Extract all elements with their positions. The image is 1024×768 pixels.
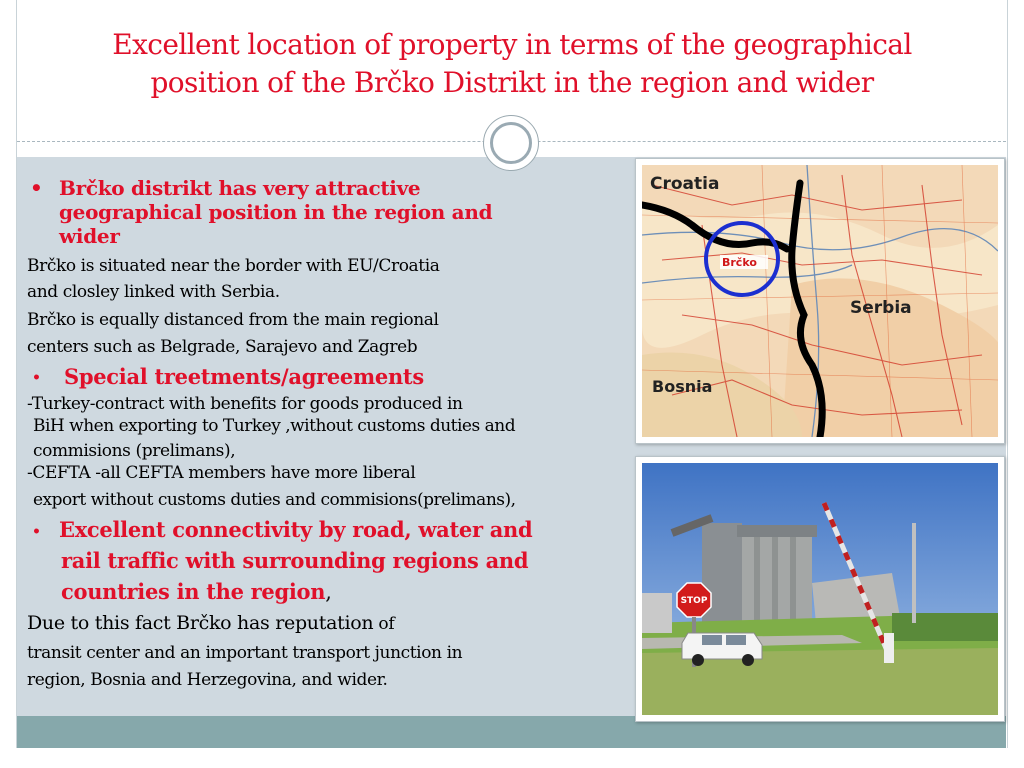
paragraph-line-12: region, Bosnia and Herzegovina, and wider. — [27, 670, 388, 690]
paragraph-line-6: BiH when exporting to Turkey ,without customs duties and — [33, 416, 516, 436]
map-label-brcko: Brčko — [722, 256, 757, 269]
bullet-2: Special treetments/agreements — [64, 364, 424, 389]
paragraph-line-10-tail: of — [373, 614, 395, 634]
paragraph-line-4: centers such as Belgrade, Sarajevo and Zagreb — [27, 337, 418, 357]
stop-sign-text: STOP — [680, 596, 708, 606]
bullet-3-comma: , — [325, 580, 332, 604]
paragraph-line-3: Brčko is equally distanced from the main regional — [27, 310, 439, 330]
bullet-dot-2: • — [32, 370, 41, 386]
paragraph-line-8: -CEFTA -all CEFTA members have more liberal — [27, 463, 416, 483]
region-map-image — [642, 165, 998, 437]
slide-title — [20, 26, 1004, 102]
paragraph-line-7: commisions (prelimans), — [33, 441, 236, 461]
bullet-dot-1: • — [30, 176, 43, 200]
bullet-3-line-3 — [61, 579, 332, 604]
bullet-3-line-2: rail traffic with surrounding regions and — [61, 548, 529, 573]
silo-photo-image — [642, 463, 998, 715]
map-label-bosnia: Bosnia — [652, 377, 713, 396]
paragraph-line-2: and closley linked with Serbia. — [27, 282, 280, 302]
title-line-1: Excellent location of property in terms of the geographical — [112, 28, 912, 61]
paragraph-line-1: Brčko is situated near the border with EU/Croatia — [27, 256, 440, 276]
bullet-1-line-1: Brčko distrikt has very attractive — [59, 176, 421, 200]
title-line-2: position of the Brčko Distrikt in the region and wider — [150, 66, 874, 99]
paragraph-line-10 — [27, 612, 394, 634]
bullet-dot-3: • — [32, 524, 41, 540]
map-label-serbia: Serbia — [850, 298, 912, 318]
map-label-croatia: Croatia — [650, 174, 720, 194]
map-image-frame — [635, 158, 1005, 444]
paragraph-line-5: -Turkey-contract with benefits for goods produced in — [27, 394, 463, 414]
bullet-3-line-3-text: countries in the region — [61, 579, 326, 604]
bullet-1-line-3: wider — [59, 224, 120, 248]
photo-image-frame — [635, 456, 1005, 722]
bullet-1-line-2: geographical position in the region and — [59, 200, 493, 224]
bullet-3-line-1: Excellent connectivity by road, water and — [59, 517, 533, 542]
divider-ring-ornament — [483, 115, 539, 171]
paragraph-line-9: export without customs duties and commisions(prelimans), — [33, 490, 516, 510]
paragraph-line-11: transit center and an important transport junction in — [27, 643, 463, 663]
paragraph-line-10-text: Due to this fact Brčko has reputation — [27, 612, 374, 634]
